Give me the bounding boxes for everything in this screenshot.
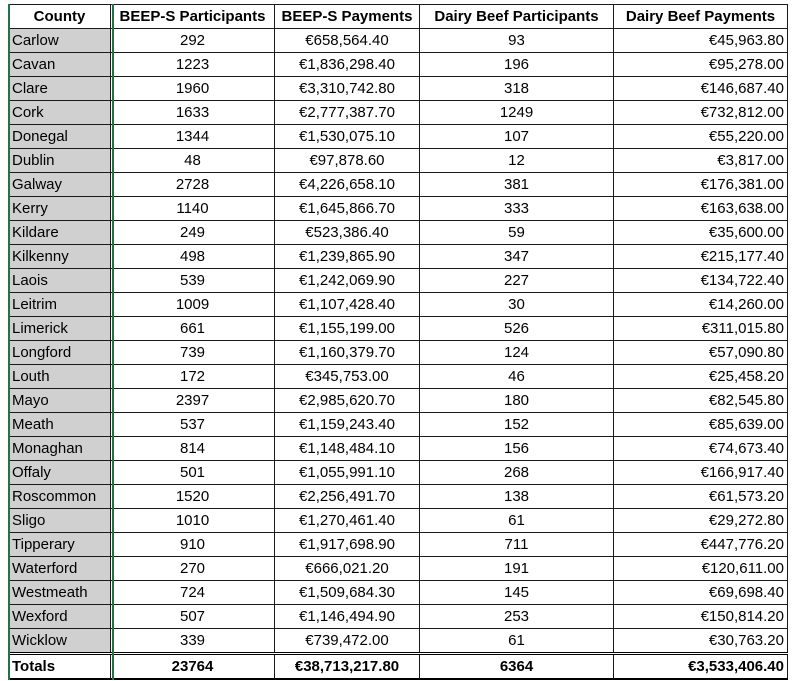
dairy-beef-payments-cell[interactable]: €134,722.40 xyxy=(614,269,788,293)
totals-dairy-beef-participants-cell[interactable]: 6364 xyxy=(420,654,614,680)
county-cell[interactable]: Limerick xyxy=(9,317,111,341)
dairy-beef-payments-cell[interactable]: €150,814.20 xyxy=(614,605,788,629)
table-row xyxy=(9,197,788,221)
dairy-beef-payments-cell[interactable]: €29,272.80 xyxy=(614,509,788,533)
table-row xyxy=(9,461,788,485)
table-row xyxy=(9,245,788,269)
beeps-payments-cell[interactable]: €523,386.40 xyxy=(275,221,420,245)
dairy-beef-participants-cell[interactable]: 107 xyxy=(420,125,614,149)
dairy-beef-payments-cell[interactable]: €35,600.00 xyxy=(614,221,788,245)
dairy-beef-payments-cell[interactable]: €95,278.00 xyxy=(614,53,788,77)
beeps-payments-cell[interactable]: €2,777,387.70 xyxy=(275,101,420,125)
beeps-participants-cell[interactable]: 1009 xyxy=(111,293,275,317)
table-row xyxy=(9,317,788,341)
table-row xyxy=(9,293,788,317)
county-cell[interactable]: Sligo xyxy=(9,509,111,533)
header-cell-dairy-beef-participants[interactable]: Dairy Beef Participants xyxy=(420,5,614,29)
table-body xyxy=(9,29,788,654)
beeps-payments-cell[interactable]: €1,645,866.70 xyxy=(275,197,420,221)
beeps-participants-cell[interactable]: 172 xyxy=(111,365,275,389)
totals-beeps-participants-cell[interactable]: 23764 xyxy=(111,654,275,680)
table-row xyxy=(9,269,788,293)
county-cell[interactable]: Cork xyxy=(9,101,111,125)
dairy-beef-participants-cell[interactable]: 711 xyxy=(420,533,614,557)
county-cell[interactable]: Galway xyxy=(9,173,111,197)
beeps-participants-cell[interactable]: 537 xyxy=(111,413,275,437)
dairy-beef-payments-cell[interactable]: €163,638.00 xyxy=(614,197,788,221)
county-cell[interactable]: Wicklow xyxy=(9,629,111,654)
county-cell[interactable]: Clare xyxy=(9,77,111,101)
dairy-beef-participants-cell[interactable]: 124 xyxy=(420,341,614,365)
beeps-participants-cell[interactable]: 1223 xyxy=(111,53,275,77)
beeps-participants-cell[interactable]: 270 xyxy=(111,557,275,581)
dairy-beef-participants-cell[interactable]: 347 xyxy=(420,245,614,269)
county-cell[interactable]: Dublin xyxy=(9,149,111,173)
county-cell[interactable]: Cavan xyxy=(9,53,111,77)
beeps-payments-cell[interactable]: €658,564.40 xyxy=(275,29,420,53)
beeps-participants-cell[interactable]: 539 xyxy=(111,269,275,293)
beeps-payments-cell[interactable]: €1,270,461.40 xyxy=(275,509,420,533)
county-cell[interactable]: Offaly xyxy=(9,461,111,485)
dairy-beef-payments-cell[interactable]: €30,763.20 xyxy=(614,629,788,654)
county-cell[interactable]: Laois xyxy=(9,269,111,293)
dairy-beef-participants-cell[interactable]: 318 xyxy=(420,77,614,101)
table-row xyxy=(9,605,788,629)
beeps-payments-cell[interactable]: €1,055,991.10 xyxy=(275,461,420,485)
dairy-beef-payments-cell[interactable]: €85,639.00 xyxy=(614,413,788,437)
dairy-beef-participants-cell[interactable]: 93 xyxy=(420,29,614,53)
dairy-beef-payments-cell[interactable]: €69,698.40 xyxy=(614,581,788,605)
dairy-beef-participants-cell[interactable]: 381 xyxy=(420,173,614,197)
dairy-beef-participants-cell[interactable]: 196 xyxy=(420,53,614,77)
beeps-participants-cell[interactable]: 910 xyxy=(111,533,275,557)
beeps-participants-cell[interactable]: 1960 xyxy=(111,77,275,101)
header-cell-beeps-participants[interactable]: BEEP-S Participants xyxy=(111,5,275,29)
dairy-beef-payments-cell[interactable]: €311,015.80 xyxy=(614,317,788,341)
table-row xyxy=(9,509,788,533)
dairy-beef-payments-cell[interactable]: €82,545.80 xyxy=(614,389,788,413)
beeps-payments-cell[interactable]: €2,256,491.70 xyxy=(275,485,420,509)
dairy-beef-participants-cell[interactable]: 152 xyxy=(420,413,614,437)
county-cell[interactable]: Louth xyxy=(9,365,111,389)
beeps-payments-cell[interactable]: €97,878.60 xyxy=(275,149,420,173)
county-cell[interactable]: Kilkenny xyxy=(9,245,111,269)
header-cell-beeps-payments[interactable]: BEEP-S Payments xyxy=(275,5,420,29)
county-cell[interactable]: Monaghan xyxy=(9,437,111,461)
beeps-payments-cell[interactable]: €2,985,620.70 xyxy=(275,389,420,413)
table-row xyxy=(9,53,788,77)
county-cell[interactable]: Westmeath xyxy=(9,581,111,605)
dairy-beef-payments-cell[interactable]: €146,687.40 xyxy=(614,77,788,101)
table-row xyxy=(9,77,788,101)
header-cell-county[interactable]: County xyxy=(9,5,111,29)
dairy-beef-payments-cell[interactable]: €45,963.80 xyxy=(614,29,788,53)
dairy-beef-participants-cell[interactable]: 191 xyxy=(420,557,614,581)
dairy-beef-payments-cell[interactable]: €166,917.40 xyxy=(614,461,788,485)
county-cell[interactable]: Kerry xyxy=(9,197,111,221)
dairy-beef-participants-cell[interactable]: 59 xyxy=(420,221,614,245)
totals-dairy-beef-payments-cell[interactable]: €3,533,406.40 xyxy=(614,654,788,680)
dairy-beef-participants-cell[interactable]: 61 xyxy=(420,629,614,654)
county-cell[interactable]: Roscommon xyxy=(9,485,111,509)
beeps-participants-cell[interactable]: 507 xyxy=(111,605,275,629)
totals-beeps-payments-cell[interactable]: €38,713,217.80 xyxy=(275,654,420,680)
dairy-beef-participants-cell[interactable]: 145 xyxy=(420,581,614,605)
table-row xyxy=(9,629,788,654)
table-row xyxy=(9,557,788,581)
header-cell-dairy-beef-payments[interactable]: Dairy Beef Payments xyxy=(614,5,788,29)
county-cell[interactable]: Longford xyxy=(9,341,111,365)
beeps-participants-cell[interactable]: 498 xyxy=(111,245,275,269)
county-cell[interactable]: Kildare xyxy=(9,221,111,245)
totals-row xyxy=(9,654,788,680)
county-cell[interactable]: Wexford xyxy=(9,605,111,629)
beeps-participants-cell[interactable]: 249 xyxy=(111,221,275,245)
dairy-beef-participants-cell[interactable]: 253 xyxy=(420,605,614,629)
beeps-participants-cell[interactable]: 2397 xyxy=(111,389,275,413)
table-row xyxy=(9,149,788,173)
dairy-beef-payments-cell[interactable]: €61,573.20 xyxy=(614,485,788,509)
beeps-participants-cell[interactable]: 1520 xyxy=(111,485,275,509)
totals-label-cell[interactable]: Totals xyxy=(9,654,111,680)
county-cell[interactable]: Carlow xyxy=(9,29,111,53)
dairy-beef-payments-cell[interactable]: €74,673.40 xyxy=(614,437,788,461)
beeps-payments-cell[interactable]: €4,226,658.10 xyxy=(275,173,420,197)
beeps-participants-cell[interactable]: 661 xyxy=(111,317,275,341)
table-row xyxy=(9,389,788,413)
beeps-participants-cell[interactable]: 1010 xyxy=(111,509,275,533)
beeps-participants-cell[interactable]: 48 xyxy=(111,149,275,173)
beeps-payments-cell[interactable]: €1,836,298.40 xyxy=(275,53,420,77)
beeps-payments-cell[interactable]: €345,753.00 xyxy=(275,365,420,389)
beeps-payments-cell[interactable]: €1,917,698.90 xyxy=(275,533,420,557)
dairy-beef-payments-cell[interactable]: €176,381.00 xyxy=(614,173,788,197)
dairy-beef-participants-cell[interactable]: 268 xyxy=(420,461,614,485)
dairy-beef-payments-cell[interactable]: €732,812.00 xyxy=(614,101,788,125)
beeps-participants-cell[interactable]: 1633 xyxy=(111,101,275,125)
header-row xyxy=(9,5,788,29)
dairy-beef-payments-cell[interactable]: €215,177.40 xyxy=(614,245,788,269)
dairy-beef-participants-cell[interactable]: 46 xyxy=(420,365,614,389)
dairy-beef-payments-cell[interactable]: €25,458.20 xyxy=(614,365,788,389)
county-cell[interactable]: Leitrim xyxy=(9,293,111,317)
dairy-beef-payments-cell[interactable]: €55,220.00 xyxy=(614,125,788,149)
dairy-beef-participants-cell[interactable]: 227 xyxy=(420,269,614,293)
beeps-participants-cell[interactable]: 814 xyxy=(111,437,275,461)
table-row xyxy=(9,365,788,389)
dairy-beef-participants-cell[interactable]: 526 xyxy=(420,317,614,341)
dairy-beef-payments-cell[interactable]: €57,090.80 xyxy=(614,341,788,365)
table-row xyxy=(9,125,788,149)
dairy-beef-payments-cell[interactable]: €447,776.20 xyxy=(614,533,788,557)
table-row xyxy=(9,341,788,365)
beeps-participants-cell[interactable]: 501 xyxy=(111,461,275,485)
dairy-beef-payments-cell[interactable]: €3,817.00 xyxy=(614,149,788,173)
beeps-participants-cell[interactable]: 2728 xyxy=(111,173,275,197)
beeps-payments-cell[interactable]: €1,242,069.90 xyxy=(275,269,420,293)
spreadsheet-table xyxy=(8,4,788,680)
table-row xyxy=(9,173,788,197)
dairy-beef-participants-cell[interactable]: 180 xyxy=(420,389,614,413)
beeps-participants-cell[interactable]: 292 xyxy=(111,29,275,53)
beeps-payments-cell[interactable]: €1,155,199.00 xyxy=(275,317,420,341)
beeps-payments-cell[interactable]: €3,310,742.80 xyxy=(275,77,420,101)
dairy-beef-participants-cell[interactable]: 30 xyxy=(420,293,614,317)
beeps-participants-cell[interactable]: 739 xyxy=(111,341,275,365)
beeps-payments-cell[interactable]: €739,472.00 xyxy=(275,629,420,654)
county-cell[interactable]: Mayo xyxy=(9,389,111,413)
dairy-beef-participants-cell[interactable]: 61 xyxy=(420,509,614,533)
county-cell[interactable]: Waterford xyxy=(9,557,111,581)
table-row xyxy=(9,29,788,53)
beeps-participants-cell[interactable]: 1344 xyxy=(111,125,275,149)
county-cell[interactable]: Donegal xyxy=(9,125,111,149)
beeps-payments-cell[interactable]: €1,146,494.90 xyxy=(275,605,420,629)
beeps-payments-cell[interactable]: €1,159,243.40 xyxy=(275,413,420,437)
beeps-participants-cell[interactable]: 724 xyxy=(111,581,275,605)
county-cell[interactable]: Meath xyxy=(9,413,111,437)
dairy-beef-participants-cell[interactable]: 138 xyxy=(420,485,614,509)
table-row xyxy=(9,581,788,605)
beeps-payments-cell[interactable]: €1,148,484.10 xyxy=(275,437,420,461)
table-row xyxy=(9,533,788,557)
beeps-payments-cell[interactable]: €1,239,865.90 xyxy=(275,245,420,269)
beeps-payments-cell[interactable]: €1,509,684.30 xyxy=(275,581,420,605)
beeps-payments-cell[interactable]: €666,021.20 xyxy=(275,557,420,581)
beeps-payments-cell[interactable]: €1,530,075.10 xyxy=(275,125,420,149)
beeps-participants-cell[interactable]: 1140 xyxy=(111,197,275,221)
dairy-beef-participants-cell[interactable]: 333 xyxy=(420,197,614,221)
table-row xyxy=(9,413,788,437)
dairy-beef-payments-cell[interactable]: €14,260.00 xyxy=(614,293,788,317)
county-cell[interactable]: Tipperary xyxy=(9,533,111,557)
beeps-payments-cell[interactable]: €1,160,379.70 xyxy=(275,341,420,365)
table-row xyxy=(9,437,788,461)
beeps-payments-cell[interactable]: €1,107,428.40 xyxy=(275,293,420,317)
table-row xyxy=(9,221,788,245)
table-row xyxy=(9,485,788,509)
dairy-beef-participants-cell[interactable]: 12 xyxy=(420,149,614,173)
table-row xyxy=(9,101,788,125)
dairy-beef-payments-cell[interactable]: €120,611.00 xyxy=(614,557,788,581)
dairy-beef-participants-cell[interactable]: 156 xyxy=(420,437,614,461)
beeps-participants-cell[interactable]: 339 xyxy=(111,629,275,654)
dairy-beef-participants-cell[interactable]: 1249 xyxy=(420,101,614,125)
